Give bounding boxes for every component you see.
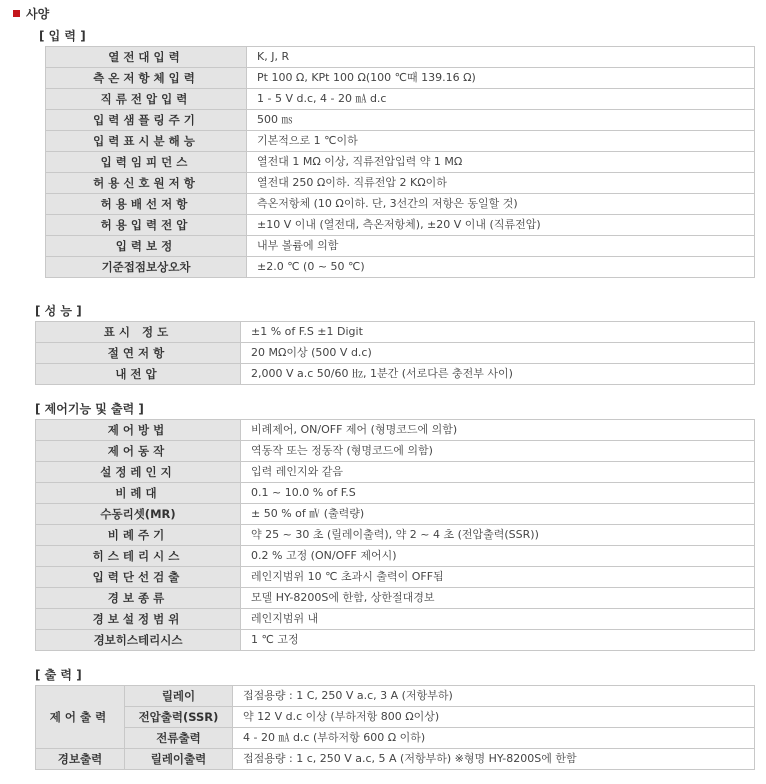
current-output-header: 전류출력 <box>125 728 233 749</box>
table-row <box>36 462 755 483</box>
section-control-label: [ 제어기능 및 출력 ] <box>35 402 144 416</box>
spec-label: 열전대입력 <box>46 47 247 68</box>
spec-label: 허용신호원저항 <box>46 173 247 194</box>
spec-label: 경보설정범위 <box>36 609 241 630</box>
spec-value: 비례제어, ON/OFF 제어 (형명코드에 의함) <box>241 420 755 441</box>
spec-label: 입력샘플링주기 <box>46 110 247 131</box>
table-row <box>36 525 755 546</box>
spec-value: 내부 볼륨에 의함 <box>247 236 755 257</box>
spec-value: ±2.0 ℃ (0 ~ 50 ℃) <box>247 257 755 278</box>
bullet-icon <box>13 10 20 17</box>
table-row <box>36 686 755 707</box>
spec-label: 입력표시분해능 <box>46 131 247 152</box>
spec-label: 표시 정도 <box>36 322 241 343</box>
alarm-relay-header: 릴레이출력 <box>125 749 233 770</box>
table-row <box>36 630 755 651</box>
table-row <box>36 504 755 525</box>
spec-label: 입력보정 <box>46 236 247 257</box>
spec-label: 측온저항체입력 <box>46 68 247 89</box>
table-row <box>36 343 755 364</box>
table-row <box>36 483 755 504</box>
relay-header: 릴레이 <box>125 686 233 707</box>
spec-value: 0.2 % 고정 (ON/OFF 제어시) <box>241 546 755 567</box>
alarm-output-value: 접점용량 : 1 c, 250 V a.c, 5 A (저항부하) ※형명 HY-8200S에 한함 <box>233 749 755 770</box>
table-row <box>36 588 755 609</box>
table-row <box>46 110 755 131</box>
spec-value: 20 MΩ이상 (500 V d.c) <box>241 343 755 364</box>
table-row <box>36 609 755 630</box>
control-spec-table <box>35 419 755 651</box>
spec-value: ±10 V 이내 (열전대, 측온저항체), ±20 V 이내 (직류전압) <box>247 215 755 236</box>
spec-value: 1 ℃ 고정 <box>241 630 755 651</box>
spec-label: 직류전압입력 <box>46 89 247 110</box>
spec-label: 입력단선검출 <box>36 567 241 588</box>
table-row <box>36 707 755 728</box>
relay-value: 접점용량 : 1 C, 250 V a.c, 3 A (저항부하) <box>233 686 755 707</box>
page-title-text: 사양 <box>26 6 50 21</box>
table-row <box>46 236 755 257</box>
ssr-header: 전압출력(SSR) <box>125 707 233 728</box>
spec-label: 제어방법 <box>36 420 241 441</box>
spec-label: 허용배선저항 <box>46 194 247 215</box>
spec-value: 약 25 ~ 30 초 (릴레이출력), 약 2 ~ 4 초 (전압출력(SSR)) <box>241 525 755 546</box>
spec-value: 1 - 5 V d.c, 4 - 20 ㎃ d.c <box>247 89 755 110</box>
spec-label: 절연저항 <box>36 343 241 364</box>
spec-value: 2,000 V a.c 50/60 ㎐, 1분간 (서로다른 충전부 사이) <box>241 364 755 385</box>
spec-value: 열전대 250 Ω이하. 직류전압 2 KΩ이하 <box>247 173 755 194</box>
spec-label: 입력임피던스 <box>46 152 247 173</box>
alarm-output-header: 경보출력 <box>36 749 125 770</box>
spec-value: 입력 레인지와 같음 <box>241 462 755 483</box>
table-row <box>36 546 755 567</box>
table-row <box>46 194 755 215</box>
page-title <box>13 5 49 21</box>
spec-value: 역동작 또는 정동작 (형명코드에 의함) <box>241 441 755 462</box>
ssr-value: 약 12 V d.c 이상 (부하저항 800 Ω이상) <box>233 707 755 728</box>
spec-value: ±1 % of F.S ±1 Digit <box>241 322 755 343</box>
spec-value: 0.1 ~ 10.0 % of F.S <box>241 483 755 504</box>
table-row <box>46 215 755 236</box>
spec-label: 수동리셋(MR) <box>36 504 241 525</box>
table-row <box>46 47 755 68</box>
table-row <box>36 728 755 749</box>
table-row <box>46 68 755 89</box>
spec-label: 비례대 <box>36 483 241 504</box>
spec-value: 기본적으로 1 ℃이하 <box>247 131 755 152</box>
spec-value: 레인지범위 내 <box>241 609 755 630</box>
spec-value: ± 50 % of ㎷ (출력량) <box>241 504 755 525</box>
performance-spec-table <box>35 321 755 385</box>
table-row <box>46 173 755 194</box>
spec-label: 허용입력전압 <box>46 215 247 236</box>
spec-label: 제어동작 <box>36 441 241 462</box>
section-performance-label: [ 성 능 ] <box>35 304 82 318</box>
section-input-label: [ 입 력 ] <box>39 29 86 43</box>
spec-label: 내전압 <box>36 364 241 385</box>
table-row <box>36 364 755 385</box>
control-output-header: 제어출력 <box>36 686 125 749</box>
spec-value: Pt 100 Ω, KPt 100 Ω(100 ℃때 139.16 Ω) <box>247 68 755 89</box>
spec-label: 비례주기 <box>36 525 241 546</box>
table-row <box>36 567 755 588</box>
table-row <box>36 420 755 441</box>
table-row <box>36 322 755 343</box>
spec-label: 설정레인지 <box>36 462 241 483</box>
input-spec-table <box>45 46 755 278</box>
table-row <box>36 749 755 770</box>
table-row <box>46 152 755 173</box>
current-output-value: 4 - 20 ㎃ d.c (부하저항 600 Ω 이하) <box>233 728 755 749</box>
table-row <box>46 257 755 278</box>
spec-label: 히스테리시스 <box>36 546 241 567</box>
spec-label: 기준접점보상오차 <box>46 257 247 278</box>
table-row <box>46 89 755 110</box>
spec-value: 측온저항체 (10 Ω이하. 단, 3선간의 저항은 동일할 것) <box>247 194 755 215</box>
output-spec-table <box>35 685 755 770</box>
table-row <box>36 441 755 462</box>
spec-value: 열전대 1 MΩ 이상, 직류전압입력 약 1 MΩ <box>247 152 755 173</box>
table-row <box>46 131 755 152</box>
section-output-label: [ 출 력 ] <box>35 668 82 682</box>
spec-value: 모델 HY-8200S에 한함, 상한절대경보 <box>241 588 755 609</box>
spec-value: 레인지범위 10 ℃ 초과시 출력이 OFF됨 <box>241 567 755 588</box>
spec-value: K, J, R <box>247 47 755 68</box>
spec-value: 500 ㎳ <box>247 110 755 131</box>
spec-label: 경보종류 <box>36 588 241 609</box>
spec-label: 경보히스테리시스 <box>36 630 241 651</box>
